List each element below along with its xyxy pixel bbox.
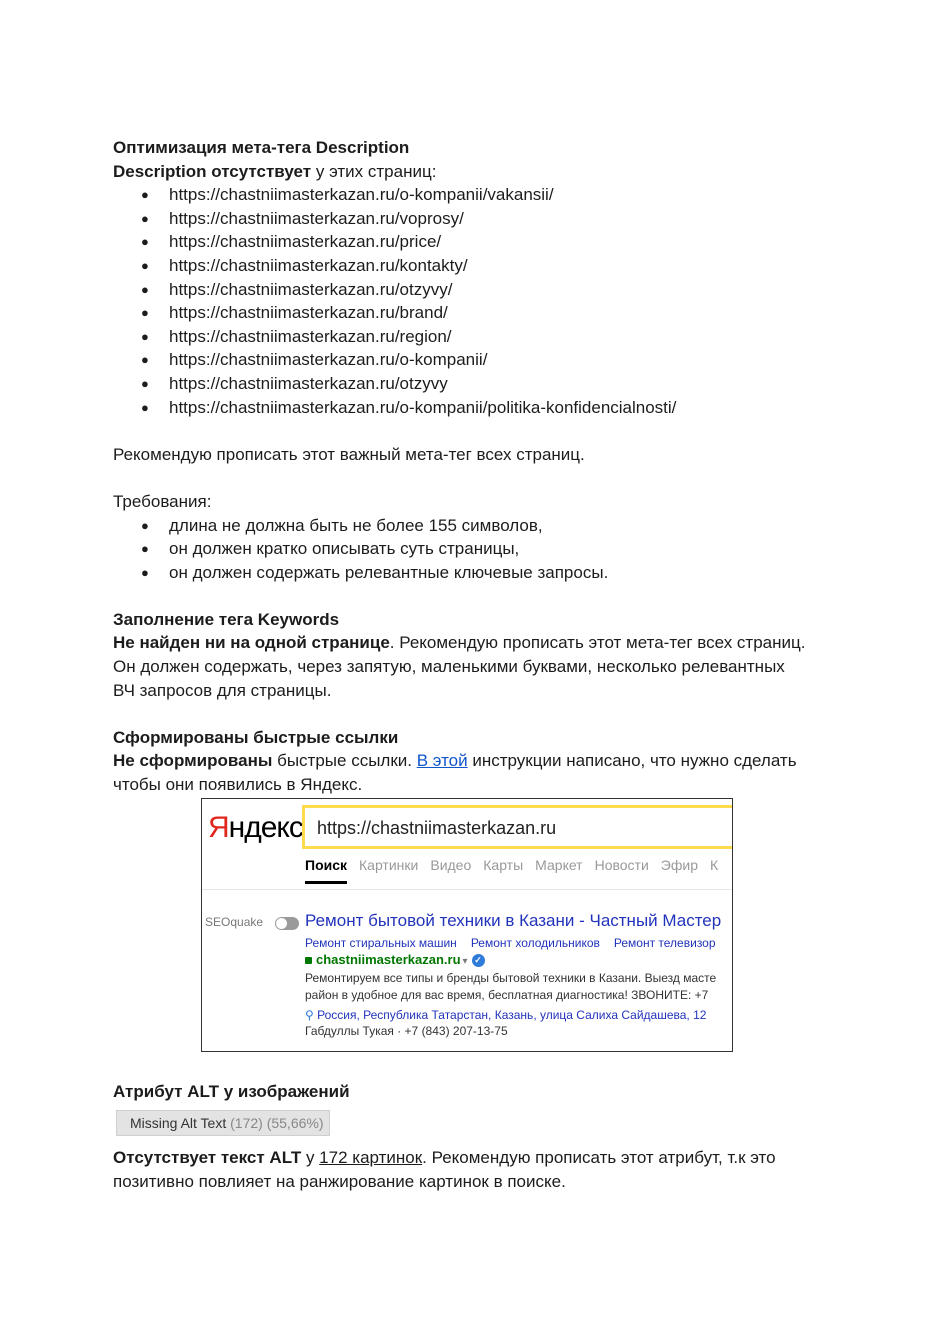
list-item: ● https://chastniimasterkazan.ru/voprosy/ xyxy=(113,207,833,231)
tab-search: Поиск xyxy=(305,857,348,873)
keywords-line: ВЧ запросов для страницы. xyxy=(113,680,332,700)
requirements-list xyxy=(113,514,833,585)
keywords-heading: Заполнение тега Keywords xyxy=(113,609,340,629)
yandex-logo: Яндекс xyxy=(208,811,303,844)
missing-alt-badge: Missing Alt Text (172) (55,66%) xyxy=(116,1110,330,1136)
tab-news: Новости xyxy=(594,857,649,873)
sitelink: Ремонт стиральных машин xyxy=(305,936,457,950)
seoquake-label: SEOquake xyxy=(205,915,264,929)
tab-more: К xyxy=(709,857,719,873)
description-recommendation: Рекомендую прописать этот важный мета-тег всех страниц. xyxy=(113,444,585,464)
tab-images: Картинки xyxy=(359,857,419,873)
result-sitelinks xyxy=(305,936,730,950)
alt-line: позитивно повлияет на ранжирование картинок в поиске. xyxy=(113,1171,566,1191)
sitelink: Ремонт телевизор xyxy=(613,936,716,950)
sitelink: Ремонт холодильников xyxy=(470,936,600,950)
dropdown-arrow-icon: ▾ xyxy=(462,956,468,967)
alt-heading: Атрибут ALT у изображений xyxy=(113,1082,350,1101)
location-pin-icon: ⚲ xyxy=(305,1008,318,1022)
list-item: ● https://chastniimasterkazan.ru/kontakty/ xyxy=(113,254,833,278)
quick-links-heading: Сформированы быстрые ссылки xyxy=(113,727,399,747)
result-description: Ремонтируем все типы и бренды бытовой техники в Казани. Выезд масте район в удобное для вас время, бесплатная диагностика! ЗВОНИТЕ: +7 xyxy=(305,971,717,1002)
result-title: Ремонт бытовой техники в Казани - Частный Мастер xyxy=(305,911,722,930)
lock-icon xyxy=(305,957,312,964)
description-intro: Description отсутствует у этих страниц: xyxy=(113,161,437,181)
list-item: ● https://chastniimasterkazan.ru/brand/ xyxy=(113,301,833,325)
yandex-screenshot xyxy=(201,798,733,1052)
alt-text-body xyxy=(113,1146,833,1193)
instruction-link[interactable]: В этой xyxy=(416,751,468,771)
list-item: ● https://chastniimasterkazan.ru/o-kompanii/vakansii/ xyxy=(113,183,833,207)
description-heading: Оптимизация мета-тега Description xyxy=(113,138,410,157)
alt-section xyxy=(113,1080,833,1104)
keywords-line: Он должен содержать, через запятую, маленькими буквами, несколько релевантных xyxy=(113,657,785,677)
seoquake-toggle xyxy=(275,917,299,930)
document-body xyxy=(113,136,833,797)
search-input: https://chastniimasterkazan.ru xyxy=(302,805,733,849)
requirements-title: Требования: xyxy=(113,491,212,511)
tab-video: Видео xyxy=(430,857,472,873)
list-item: ● https://chastniimasterkazan.ru/o-kompanii/ xyxy=(113,348,833,372)
tab-market: Маркет xyxy=(535,857,583,873)
alt-line: Отсутствует текст ALT у 172 картинок. Рекомендую прописать этот атрибут, т.к это xyxy=(113,1148,776,1167)
list-item: ● он должен содержать релевантные ключевые запросы. xyxy=(113,561,833,585)
search-tabs xyxy=(305,857,730,873)
list-item: ● https://chastniimasterkazan.ru/price/ xyxy=(113,230,833,254)
result-url: chastniimasterkazan.ru ▾ ✓ xyxy=(305,952,485,967)
missing-description-url-list xyxy=(113,183,833,419)
tab-efir: Эфир xyxy=(660,857,698,873)
quick-links-line: Не сформированы быстрые ссылки. В этой инструкции написано, что нужно сделать xyxy=(113,751,797,771)
verified-check-icon: ✓ xyxy=(472,954,485,967)
list-item: ● https://chastniimasterkazan.ru/o-kompanii/politika-konfidencialnosti/ xyxy=(113,396,833,420)
result-address: ⚲ Россия, Республика Татарстан, Казань, улица Салиха Сайдашева, 12 Габдуллы Тукая · +7 (843) 207-13-75 xyxy=(305,1008,707,1038)
keywords-line: Не найден ни на одной странице. Рекомендую прописать этот мета-тег всех страниц. xyxy=(113,633,806,653)
list-item: ● https://chastniimasterkazan.ru/region/ xyxy=(113,325,833,349)
list-item: ● он должен кратко описывать суть страницы, xyxy=(113,537,833,561)
images-count-link[interactable]: 172 картинок xyxy=(319,1148,423,1167)
quick-links-line: чтобы они появились в Яндекс. xyxy=(113,775,363,795)
tab-maps: Карты xyxy=(483,857,524,873)
list-item: ● https://chastniimasterkazan.ru/otzyvy/ xyxy=(113,278,833,302)
list-item: ● https://chastniimasterkazan.ru/otzyvy xyxy=(113,372,833,396)
list-item: ● длина не должна быть не более 155 символов, xyxy=(113,514,833,538)
